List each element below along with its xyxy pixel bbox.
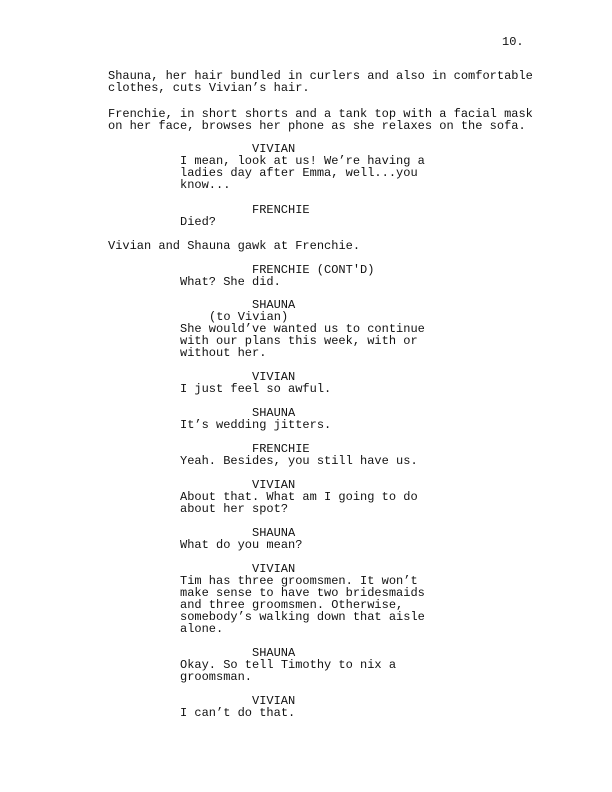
character-name: VIVIAN — [252, 694, 296, 708]
character-name: FRENCHIE — [252, 203, 310, 217]
dialogue-line: know... — [180, 178, 231, 192]
character-name: VIVIAN — [252, 142, 296, 156]
character-name: SHAUNA — [252, 298, 296, 312]
dialogue-line: without her. — [180, 346, 267, 360]
dialogue-line: make sense to have two bridesmaids — [180, 586, 425, 600]
page-number: 10. — [502, 35, 524, 49]
dialogue-line: About that. What am I going to do — [180, 490, 418, 504]
dialogue-line: Okay. So tell Timothy to nix a — [180, 658, 397, 672]
character-name: VIVIAN — [252, 370, 296, 384]
character-name: SHAUNA — [252, 406, 296, 420]
dialogue-line: groomsman. — [180, 670, 253, 684]
character-name: VIVIAN — [252, 478, 296, 492]
dialogue-line: Yeah. Besides, you still have us. — [180, 454, 418, 468]
dialogue-line: I mean, look at us! We’re having a — [180, 154, 425, 168]
action-line: on her face, browses her phone as she relaxes on the sofa. — [108, 119, 526, 133]
dialogue-line: alone. — [180, 622, 224, 636]
parenthetical: (to Vivian) — [209, 310, 289, 324]
dialogue-line: She would’ve wanted us to continue — [180, 322, 425, 336]
action-line: Vivian and Shauna gawk at Frenchie. — [108, 239, 361, 253]
dialogue-line: I just feel so awful. — [180, 382, 332, 396]
action-line: Shauna, her hair bundled in curlers and also in comfortable — [108, 69, 533, 83]
character-name: SHAUNA — [252, 526, 296, 540]
dialogue-line: and three groomsmen. Otherwise, — [180, 598, 404, 612]
action-line: Frenchie, in short shorts and a tank top with a facial mask — [108, 107, 533, 121]
action-line: clothes, cuts Vivian’s hair. — [108, 81, 310, 95]
dialogue-line: ladies day after Emma, well...you — [180, 166, 418, 180]
dialogue-line: What? She did. — [180, 275, 281, 289]
character-name: FRENCHIE — [252, 442, 310, 456]
character-name: FRENCHIE (CONT'D) — [252, 263, 375, 277]
dialogue-line: I can’t do that. — [180, 706, 296, 720]
dialogue-line: Died? — [180, 215, 217, 229]
dialogue-line: Tim has three groomsmen. It won’t — [180, 574, 418, 588]
dialogue-line: What do you mean? — [180, 538, 303, 552]
character-name: SHAUNA — [252, 646, 296, 660]
dialogue-line: about her spot? — [180, 502, 289, 516]
character-name: VIVIAN — [252, 562, 296, 576]
dialogue-line: with our plans this week, with or — [180, 334, 418, 348]
dialogue-line: It’s wedding jitters. — [180, 418, 332, 432]
dialogue-line: somebody’s walking down that aisle — [180, 610, 425, 624]
